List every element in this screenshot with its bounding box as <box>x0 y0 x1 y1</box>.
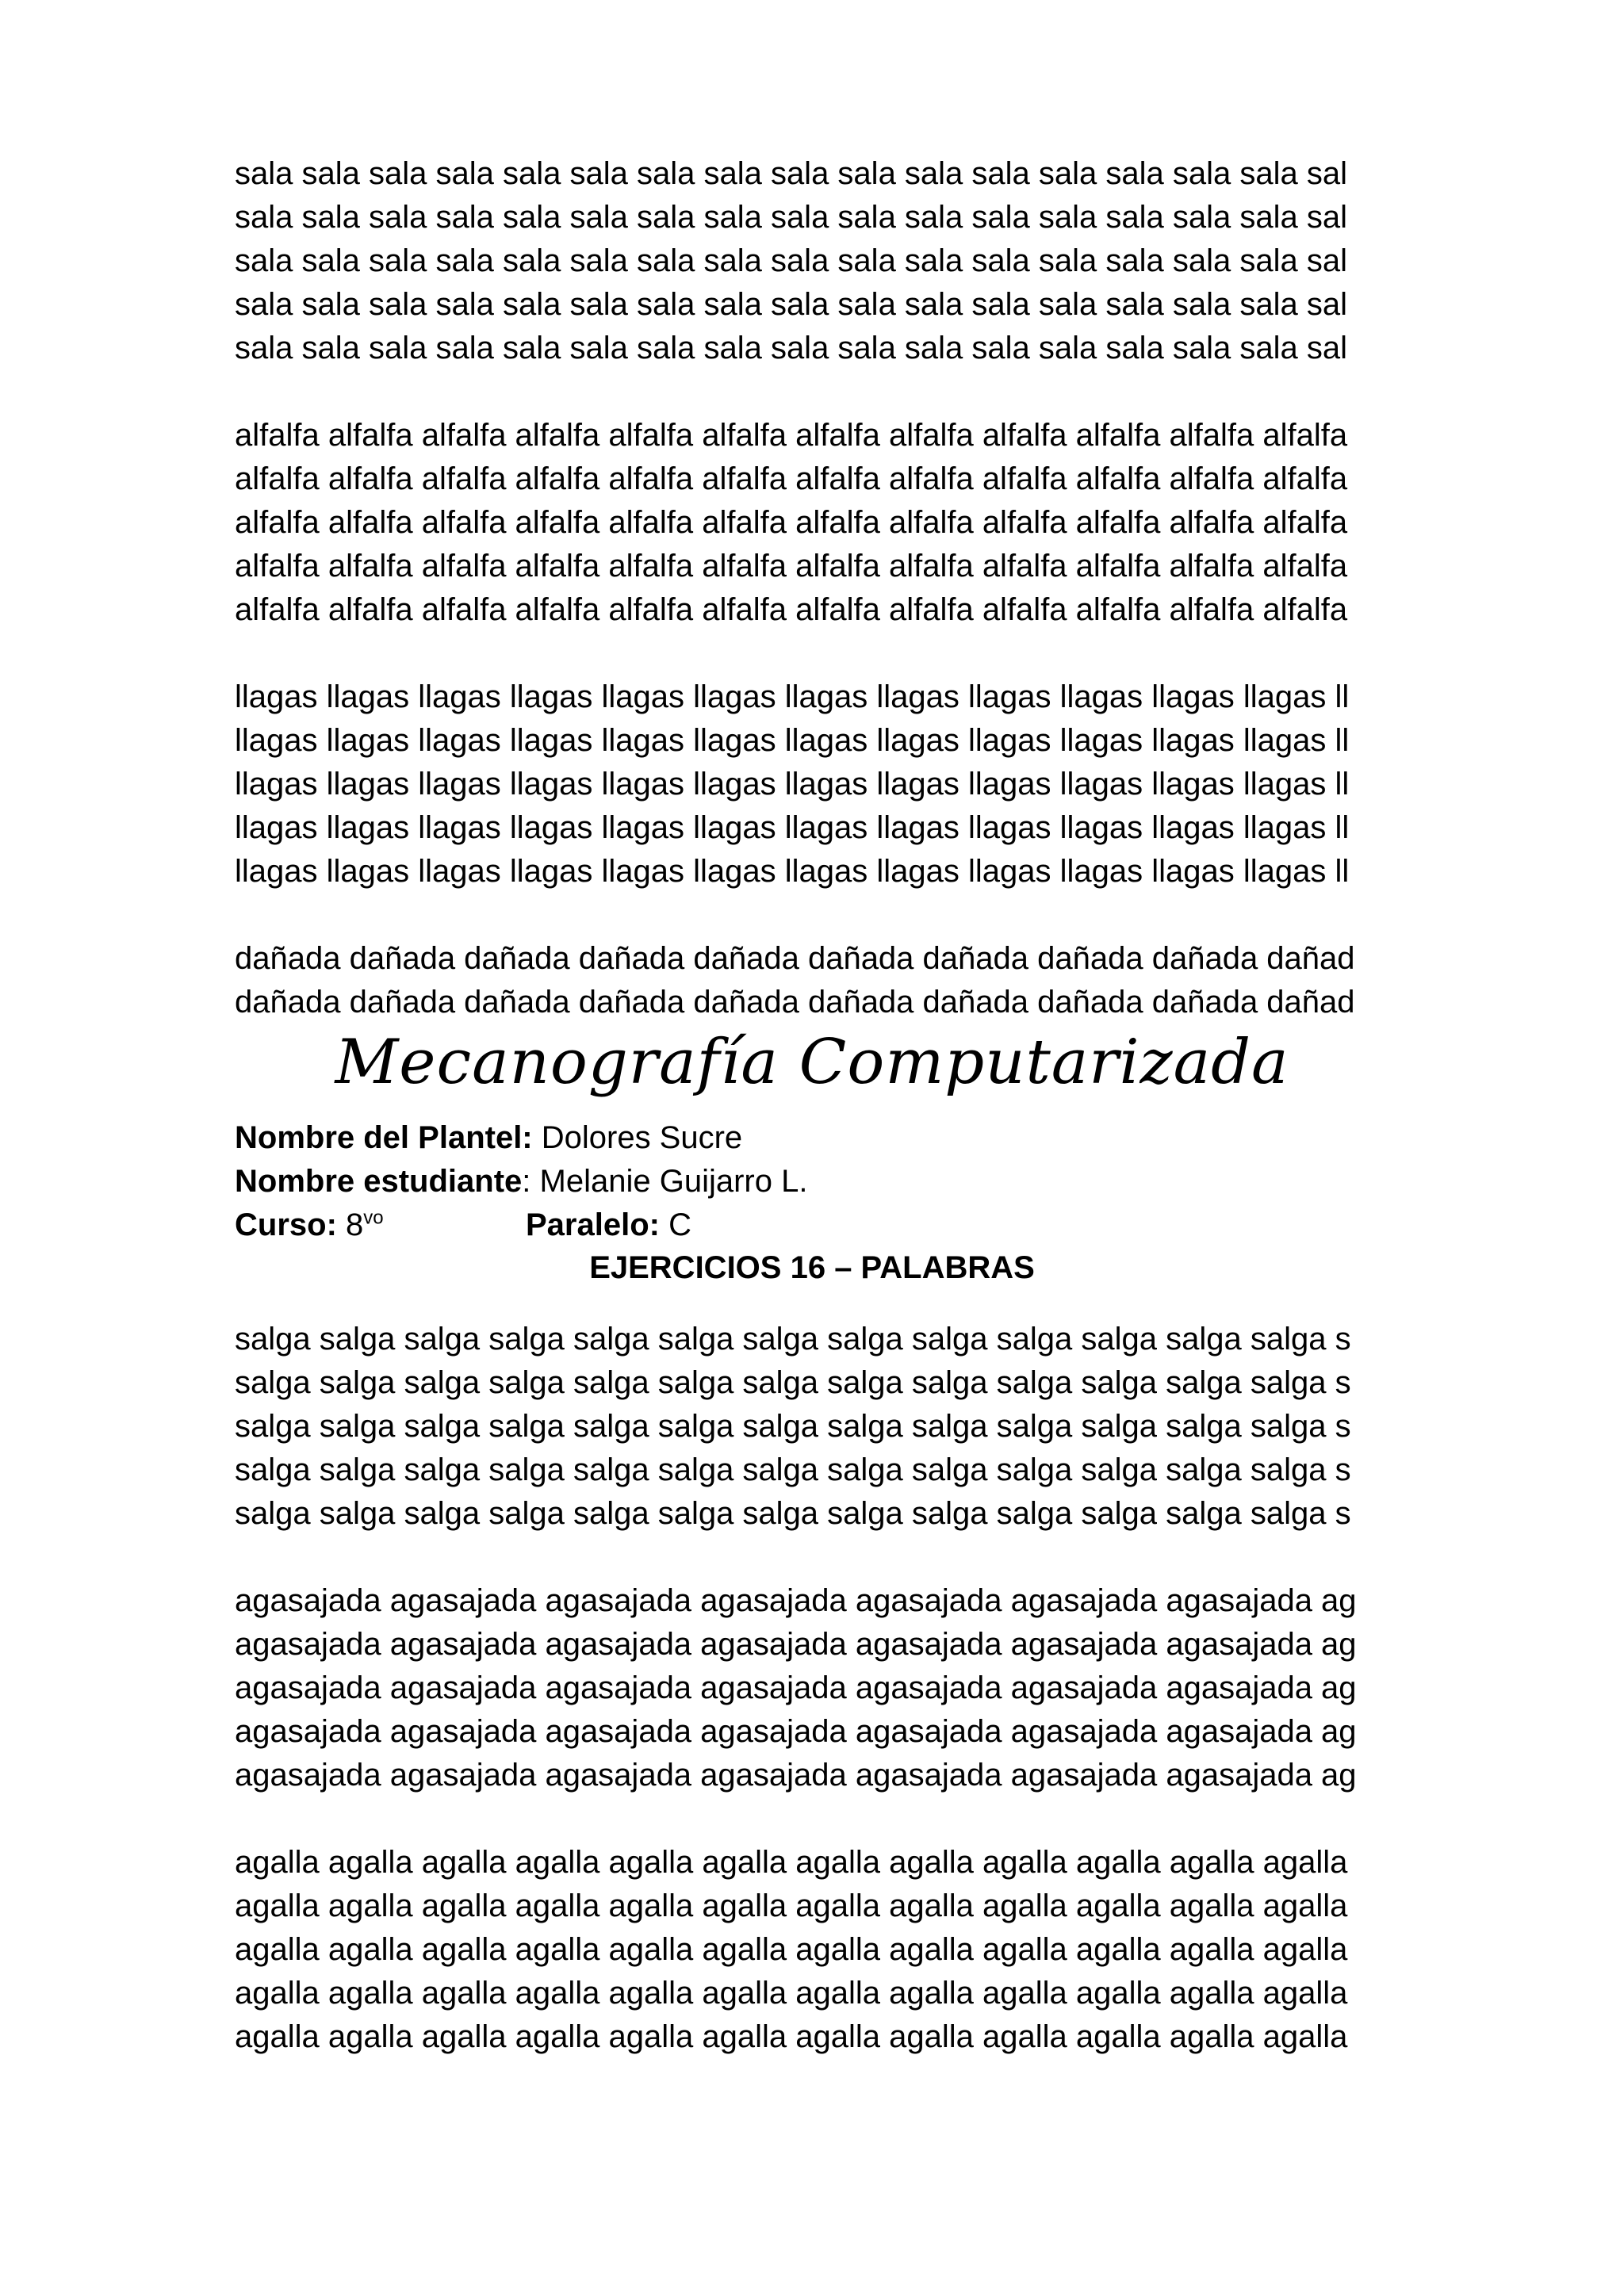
course-value: 8 <box>336 1207 364 1242</box>
practice-line: agalla agalla agalla agalla agalla agalla agalla agalla agalla agalla agalla agalla <box>235 1932 1348 1967</box>
school-line <box>235 1116 742 1159</box>
practice-line: salga salga salga salga salga salga salga salga salga salga salga salga salga s <box>235 1452 1351 1487</box>
practice-block-alfalfa <box>235 414 1424 632</box>
exercise-title: EJERCICIOS 16 – PALABRAS <box>589 1250 1035 1285</box>
document-title: Mecanografía Computarizada <box>335 1027 1289 1098</box>
parallel-label: Paralelo: <box>526 1207 660 1242</box>
practice-line: llagas llagas llagas llagas llagas llagas llagas llagas llagas llagas llagas llagas ll <box>235 810 1350 845</box>
practice-line: llagas llagas llagas llagas llagas llagas llagas llagas llagas llagas llagas llagas ll <box>235 679 1350 714</box>
practice-line: sala sala sala sala sala sala sala sala sala sala sala sala sala sala sala sala sal <box>235 156 1348 191</box>
practice-line: llagas llagas llagas llagas llagas llagas llagas llagas llagas llagas llagas llagas ll <box>235 854 1350 889</box>
course-label: Curso: <box>235 1207 337 1242</box>
practice-line: agasajada agasajada agasajada agasajada agasajada agasajada agasajada ag <box>235 1627 1357 1662</box>
practice-line: sala sala sala sala sala sala sala sala sala sala sala sala sala sala sala sala sal <box>235 200 1348 235</box>
practice-block-llagas <box>235 675 1424 894</box>
practice-line: agalla agalla agalla agalla agalla agalla agalla agalla agalla agalla agalla agalla <box>235 1976 1348 2011</box>
student-label: Nombre estudiante <box>235 1164 523 1199</box>
practice-line: agalla agalla agalla agalla agalla agalla agalla agalla agalla agalla agalla agalla <box>235 1888 1348 1923</box>
practice-line: sala sala sala sala sala sala sala sala sala sala sala sala sala sala sala sala sal <box>235 331 1348 365</box>
practice-line: salga salga salga salga salga salga salga salga salga salga salga salga salga s <box>235 1409 1351 1444</box>
school-label: Nombre del Plantel: <box>235 1120 533 1155</box>
practice-line: dañada dañada dañada dañada dañada dañada dañada dañada dañada dañad <box>235 941 1355 976</box>
practice-block-agasajada <box>235 1579 1424 1797</box>
practice-line: dañada dañada dañada dañada dañada dañada dañada dañada dañada dañad <box>235 985 1355 1020</box>
practice-line: agasajada agasajada agasajada agasajada agasajada agasajada agasajada ag <box>235 1758 1357 1793</box>
practice-line: salga salga salga salga salga salga salga salga salga salga salga salga salga s <box>235 1496 1351 1531</box>
practice-line: agasajada agasajada agasajada agasajada agasajada agasajada agasajada ag <box>235 1670 1357 1705</box>
practice-line: llagas llagas llagas llagas llagas llagas llagas llagas llagas llagas llagas llagas ll <box>235 723 1350 758</box>
practice-block-agalla <box>235 1841 1424 2059</box>
practice-line: alfalfa alfalfa alfalfa alfalfa alfalfa alfalfa alfalfa alfalfa alfalfa alfalfa alfalfa alfalfa <box>235 461 1348 496</box>
student-value: : Melanie Guijarro L. <box>522 1164 808 1199</box>
practice-line: llagas llagas llagas llagas llagas llagas llagas llagas llagas llagas llagas llagas ll <box>235 767 1350 802</box>
practice-line: agalla agalla agalla agalla agalla agalla agalla agalla agalla agalla agalla agalla <box>235 1845 1348 1880</box>
practice-line: agasajada agasajada agasajada agasajada agasajada agasajada agasajada ag <box>235 1714 1357 1749</box>
practice-line: alfalfa alfalfa alfalfa alfalfa alfalfa alfalfa alfalfa alfalfa alfalfa alfalfa alfalfa alfalfa <box>235 592 1348 627</box>
practice-block-danada <box>235 937 1424 1024</box>
practice-block-sala <box>235 152 1424 370</box>
practice-line: alfalfa alfalfa alfalfa alfalfa alfalfa alfalfa alfalfa alfalfa alfalfa alfalfa alfalfa alfalfa <box>235 418 1348 453</box>
practice-line: agalla agalla agalla agalla agalla agalla agalla agalla agalla agalla agalla agalla <box>235 2019 1348 2054</box>
practice-line: alfalfa alfalfa alfalfa alfalfa alfalfa alfalfa alfalfa alfalfa alfalfa alfalfa alfalfa alfalfa <box>235 549 1348 584</box>
parallel-line <box>526 1203 691 1246</box>
practice-line: salga salga salga salga salga salga salga salga salga salga salga salga salga s <box>235 1365 1351 1400</box>
practice-line: sala sala sala sala sala sala sala sala sala sala sala sala sala sala sala sala sal <box>235 243 1348 278</box>
student-line <box>235 1160 807 1203</box>
practice-line: salga salga salga salga salga salga salga salga salga salga salga salga salga s <box>235 1322 1351 1357</box>
course-line <box>235 1203 384 1246</box>
practice-line: alfalfa alfalfa alfalfa alfalfa alfalfa alfalfa alfalfa alfalfa alfalfa alfalfa alfalfa alfalfa <box>235 505 1348 540</box>
practice-line: agasajada agasajada agasajada agasajada agasajada agasajada agasajada ag <box>235 1583 1357 1618</box>
practice-block-salga <box>235 1318 1424 1536</box>
school-value: Dolores Sucre <box>532 1120 743 1155</box>
course-superscript: vo <box>363 1207 384 1229</box>
parallel-value: C <box>659 1207 691 1242</box>
practice-line: sala sala sala sala sala sala sala sala sala sala sala sala sala sala sala sala sal <box>235 287 1348 322</box>
